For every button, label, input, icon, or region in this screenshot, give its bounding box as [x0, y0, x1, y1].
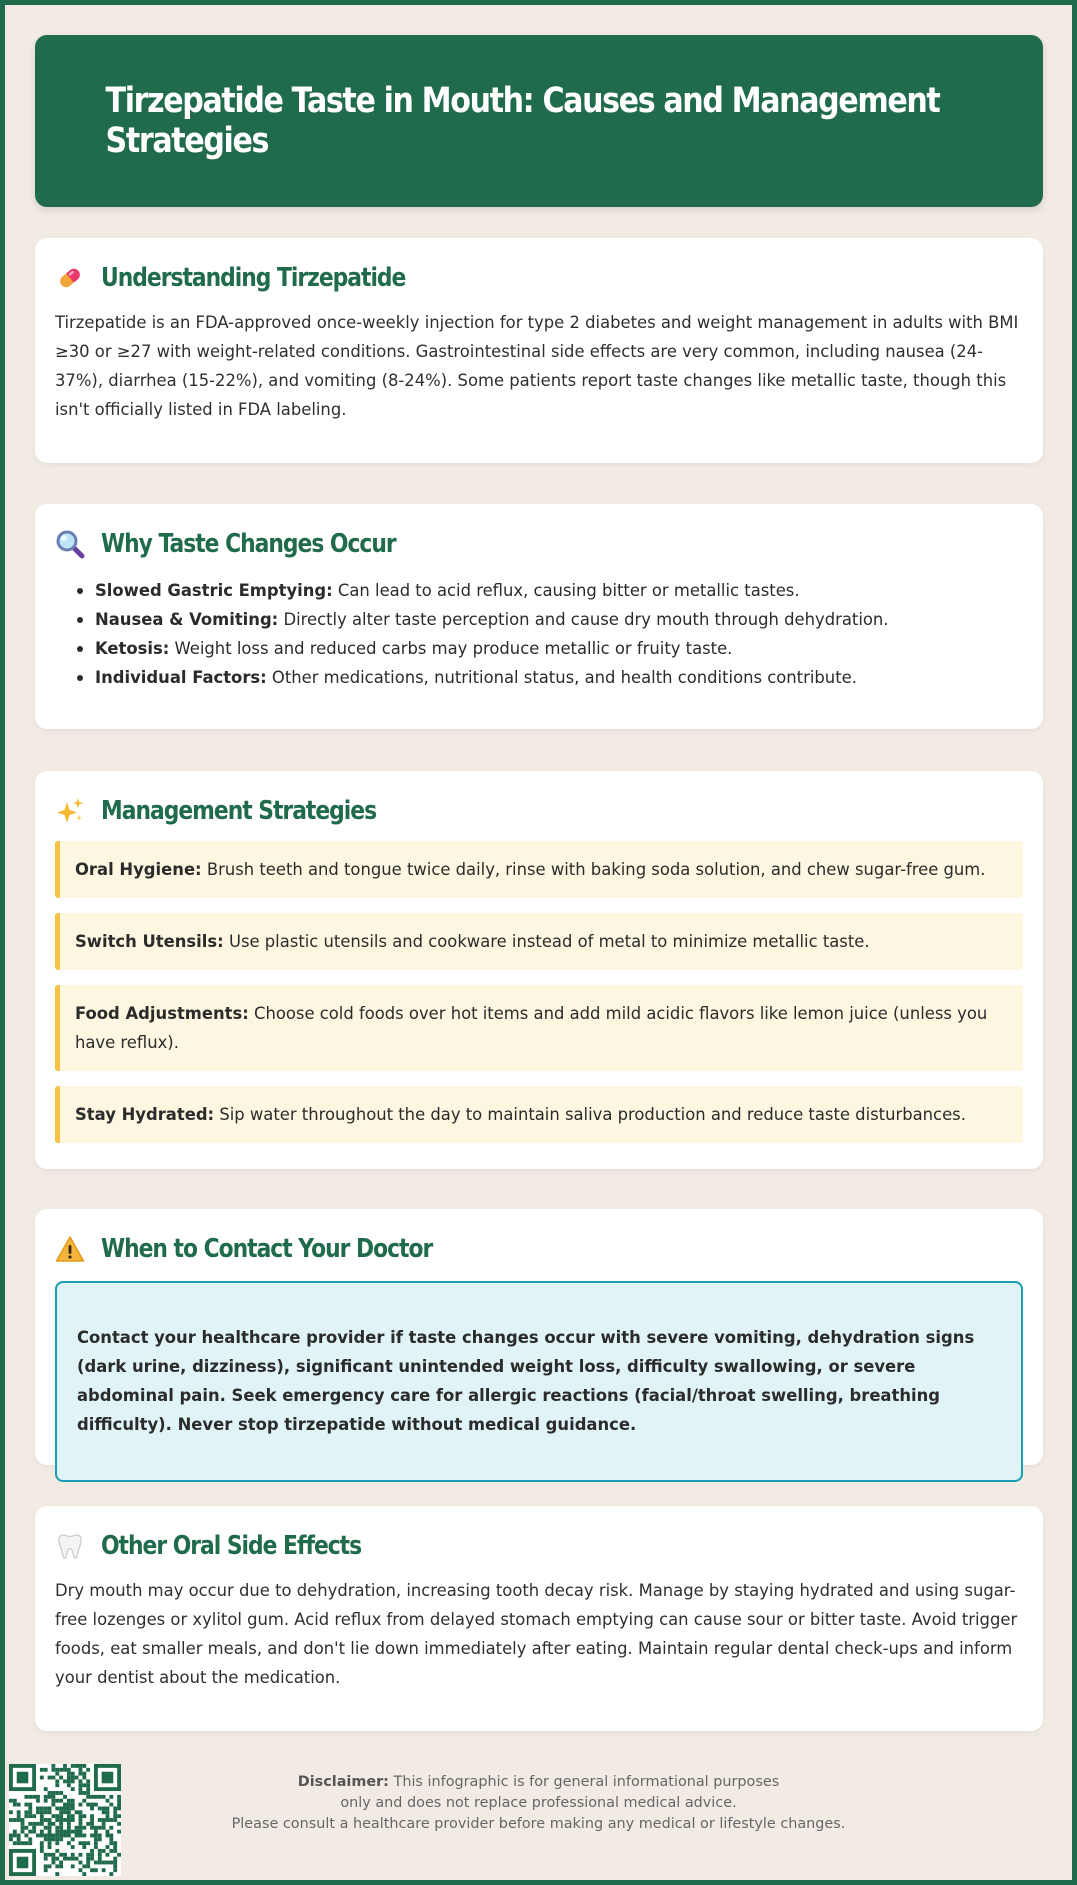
list-item [55, 634, 1023, 663]
item-text: Brush teeth and tongue twice daily, rinse with baking soda solution, and chew sugar-free gum. [201, 860, 986, 879]
section-body: Tirzepatide is an FDA-approved once-weekly injection for type 2 diabetes and weight management in adults with BMI ≥30 or ≥27 with weight-related conditions. Gastrointestinal side effects are very common, including nausea (24-37%), diarrhea (15-22%), and vomiting (8-24%). Some patients report taste changes like metallic taste, though this isn't officially listed in FDA labeling. [55, 313, 1019, 419]
section-header [55, 1231, 1023, 1267]
section-header [55, 793, 1023, 829]
sparkles-icon [55, 796, 85, 826]
section-oral-effects [35, 1506, 1043, 1731]
item-text: Choose cold foods over hot items and add mild acidic flavors like lemon juice (unless you have reflux). [75, 1004, 988, 1052]
list-item [55, 576, 1023, 605]
section-header [55, 526, 1023, 562]
item-label: Ketosis: [95, 639, 170, 658]
strategy-item [55, 841, 1023, 898]
pill-icon [55, 263, 85, 293]
disclaimer-text: This infographic is for general informational purposes [388, 1774, 780, 1790]
section-understanding [35, 238, 1043, 463]
item-label: Oral Hygiene: [75, 860, 202, 879]
qr-code [9, 1764, 121, 1876]
section-title: When to Contact Your Doctor [101, 1234, 433, 1264]
section-doctor [35, 1209, 1043, 1465]
section-title: Other Oral Side Effects [101, 1531, 362, 1561]
warning-callout: Contact your healthcare provider if taste changes occur with severe vomiting, dehydration signs (dark urine, dizziness), significant unintended weight loss, difficulty swallowing, or severe abdominal pain. Seek emergency care for allergic reactions (facial/throat swelling, breathing difficulty). Never stop tirzepatide without medical guidance. [55, 1281, 1023, 1482]
item-label: Food Adjustments: [75, 1004, 249, 1023]
item-text: Other medications, nutritional status, and health conditions contribute. [266, 668, 857, 687]
item-label: Nausea & Vomiting: [95, 610, 279, 629]
item-text: Directly alter taste perception and cause dry mouth through dehydration. [278, 610, 889, 629]
strategy-item [55, 985, 1023, 1071]
strategy-item [55, 1086, 1023, 1143]
item-label: Stay Hydrated: [75, 1105, 215, 1124]
item-label: Slowed Gastric Emptying: [95, 581, 333, 600]
disclaimer-line: only and does not replace professional medical advice. [340, 1795, 737, 1811]
section-management [35, 771, 1043, 1169]
section-header [55, 1528, 1023, 1564]
disclaimer-line: Please consult a healthcare provider before making any medical or lifestyle changes. [231, 1816, 846, 1832]
infographic [35, 35, 1043, 1687]
item-text: Sip water throughout the day to maintain saliva production and reduce taste disturbances. [214, 1105, 966, 1124]
list-item [55, 605, 1023, 634]
page-title: Tirzepatide Taste in Mouth: Causes and Management Strategies [105, 81, 940, 161]
header-banner [35, 35, 1043, 207]
item-text: Weight loss and reduced carbs may produce metallic or fruity taste. [169, 639, 733, 658]
item-label: Individual Factors: [95, 668, 267, 687]
magnifying-glass-icon [55, 529, 85, 559]
item-text: Use plastic utensils and cookware instead of metal to minimize metallic taste. [223, 932, 870, 951]
tooth-icon [55, 1531, 85, 1561]
disclaimer-label: Disclaimer: [297, 1774, 389, 1790]
strategy-item [55, 913, 1023, 970]
section-header [55, 260, 1023, 296]
item-text: Can lead to acid reflux, causing bitter or metallic tastes. [332, 581, 800, 600]
section-title: Understanding Tirzepatide [101, 263, 406, 293]
warning-icon [55, 1234, 85, 1264]
section-body: Dry mouth may occur due to dehydration, increasing tooth decay risk. Manage by staying hydrated and using sugar-free lozenges or xylitol gum. Acid reflux from delayed stomach emptying can cause sour or bitter taste. Avoid trigger foods, eat smaller meals, and don't lie down immediately after eating. Maintain regular dental check-ups and inform your dentist about the medication. [55, 1581, 1018, 1687]
list-item [55, 663, 1023, 692]
section-title: Why Taste Changes Occur [101, 529, 396, 559]
disclaimer [200, 1772, 877, 1835]
section-why [35, 504, 1043, 729]
item-label: Switch Utensils: [75, 932, 224, 951]
reasons-list [55, 576, 1023, 692]
section-title: Management Strategies [101, 796, 377, 826]
disclaimer-line [200, 1772, 877, 1793]
